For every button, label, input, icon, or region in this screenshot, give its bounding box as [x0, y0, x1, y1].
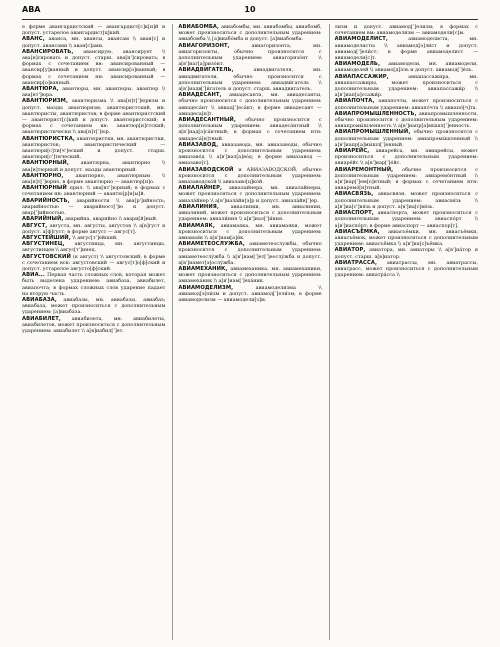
dictionary-entry [335, 167, 478, 192]
entry-body: обычно произносится с дополнительным ударением: авиадеса́нтный \\ а[в']иад[э]са́нтный; в формах с сочетанием нтн: авиадеса́[н]тный. [178, 117, 322, 142]
entry-body: авантюризма \\ ава[н]т[ʼ]юризм и допуст. мазды авантюризм; авантюристский, мн. авантюристы, авантюристов; в форме авантюристский — авантюрист[с]кий и допуст. авантюристский; в формах с сочетанием вн: авантюр[и]стский; авантюристически \\ ава[н]т[ʼ]юр. [22, 98, 166, 136]
entry-body: авиасъёмки, мн. авиасъёмки, авиасъёмок, может произноситься с дополнительным ударением: авиасъё́мка \\ а[в']иа[с]ъё́мка. [334, 228, 478, 248]
entry-body: обычно произносится с дополнительным ударением: авиапромы́шленный \\ а[в']иапр[а]мы́шл[ʼ]енный. [334, 129, 478, 148]
entry-headword: АВИАМЕХАНИК, [178, 265, 228, 272]
entry-headword: АВИАПАССАЖИР, [334, 73, 389, 80]
entry-headword: АВАНТЮРНЫЙ, [22, 160, 69, 167]
entry-headword: АВИАТРАССА, [334, 259, 378, 266]
dictionary-entry [335, 36, 478, 61]
dictionary-entry [178, 142, 321, 167]
page-number: 10 [244, 5, 256, 14]
entry-headword: АВИАРЕМОНТНЫЙ, [334, 166, 394, 173]
dictionary-entry [22, 272, 165, 297]
dictionary-entry [22, 160, 165, 172]
entry-body: авиагоризонта, мн. авиагоризонты, обычно произносится с дополнительным ударением: авиагоризо́нт \\ а[в']иаг[а]ризо́нт. [178, 42, 322, 68]
entry-headword: АВАНТЮРА, [22, 86, 59, 93]
dictionary-entry [178, 24, 321, 43]
entry-body: авиапассажира, мн. авиапассажиры, может произноситься с дополнительным ударением: авиапассажи́р \\ а[в']иап[а]ссажи́р. [334, 73, 478, 99]
entry-headword: АВИАДЕСАНТНЫЙ, [178, 117, 236, 124]
entry-body: аварийна, аварийно \\ авари[й]ный. [65, 216, 158, 223]
dictionary-entry [22, 198, 165, 217]
entry-headword: АВИАРЕЙС, [334, 148, 370, 155]
entry-headword: АВИАЛИНИЯ, [178, 203, 219, 210]
dictionary-entry [335, 129, 478, 148]
entry-body: авиатрассы, мн. авиатрассы, авиатрасс, может произноситься с дополнительным ударением: авиатра́сса \\ [334, 259, 478, 279]
entry-headword: АВИАБОМБА, [178, 24, 220, 30]
entry-headword: АВАНТЮРИЗМ, [22, 98, 69, 105]
dictionary-entry [335, 229, 478, 248]
entry-headword: АВИАМОДЕЛИСТ, [334, 36, 388, 43]
dictionary-entry [335, 191, 478, 210]
dictionary-entry [335, 24, 478, 36]
entry-headword: АВГУСТИНЕЦ, [22, 241, 65, 248]
entry-headword: АВИАСЪЁМКА, [334, 228, 380, 235]
entry-headword: АВИАБАЗА, [22, 296, 57, 303]
entry-body: авиабилета, мн. авиабилеты, авиабилетов, может произноситься с дополнительным ударением: авиабилет \\ а[в]иабил[ʼ]ет. [22, 315, 166, 334]
entry-headword: АВИАБИЛЕТ, [22, 315, 61, 322]
entry-headword: АВИАМОДЕЛИЗМ, [178, 284, 234, 291]
entry-headword: АВИАСПОРТ, [334, 210, 374, 217]
dictionary-entry [335, 111, 478, 130]
entry-body: авантюры, мн. авантюры, авантюр \\ ава[нт']юра. [22, 86, 166, 99]
dictionary-entry [178, 185, 321, 204]
entry-body: авиадвигателя, мн. авиадвигатели, обычно произносится с дополнительным ударением: авиадви́гатель \\ а[в']иадв[ʼ]и́гатель и допуст. старш. авиадвигатель. [178, 67, 322, 93]
dictionary-entry [178, 167, 321, 186]
column-3 [329, 24, 478, 640]
entry-headword: АВИАМОДЕЛЬ, [334, 61, 381, 68]
dictionary-entry [335, 98, 478, 110]
entry-headword: АВИАПОЧТА, [334, 98, 375, 105]
dictionary-entry [22, 185, 165, 197]
header-rule [22, 19, 478, 20]
entry-body: августинца, мн. августинцы, августинцев \\ авгус[т']инец. [22, 241, 166, 254]
entry-body: авиатора, мн. авиаторы \\ а[в']иа́тор и допуст. старш. а[в]иатор. [334, 247, 478, 260]
entry-headword: АВАНС, [22, 36, 45, 43]
entry-body: авиаметеослужбы, обычно произносится с дополнительным ударением: авиаметеослу́жба \\ а[в']иам[ʼ]ет[ʼ]еослу́жба и допуст. а[в']иамет[э]ослу́жба. [178, 241, 322, 266]
entry-body: авиабомбы, мн. авиабомбы, авиабомб, может произноситься с дополнительным ударением: авиабомба \\ [а]виабо́мба и допуст. [а]виабомба. [178, 24, 322, 43]
entry-headword: АВИАГОРИЗОНТ, [178, 42, 230, 49]
entry-body: авантюрна, авантюрно \\ ава[н]тюрный и допуст. мазды авантюрный. [22, 160, 166, 173]
dictionary-entry [178, 92, 321, 117]
entry-body: авиапочты, может произноситься с дополнительным ударением: авиапо́чта \\ авиапо́[ч]та. [334, 98, 478, 111]
entry-headword: АВИАДВИГАТЕЛЬ, [178, 67, 234, 74]
dictionary-entry [22, 241, 165, 253]
guide-word: АВА [22, 5, 41, 14]
entry-body: аварийности \\ ава[р']ийность; аварийностью — аварийност[ʼ]ю и допуст. авар[ʼ]ийностью. [22, 197, 166, 217]
entry-body: авиадесанта, мн. авиадесанты, обычно произносится с дополнительным ударением: авиадеса́нт \\ авиад[ʼ]еса́нт; в форме авиадесант — авиадеса[н]т. [178, 92, 322, 117]
entry-headword: АВИАМАЯК, [178, 222, 215, 229]
entry-body: авиамодели, мн. авиамодели, авиамоделей \\ авиамо[д]э́ль и допуст. авиамод[ʼ]е́ль. [334, 61, 478, 74]
entry-headword: АВИАПРОМЫШЛЕННЫЙ, [334, 129, 411, 136]
entry-body: авиарейса, мн. авиарейсы, может произноситься с дополнительным ударением: авиаре́йс \\ а[в']иар[ʼ]е́йс. [334, 148, 478, 167]
column-2 [172, 24, 321, 640]
entry-body: авиазавода, мн. авиазаводы, обычно произносится с дополнительным ударением: авиазаво́д \\ а[в']иаз[а]во́д; в форме авиазавод — авиазаво[т]. [178, 141, 322, 167]
column-1 [22, 24, 165, 640]
dictionary-entry [335, 61, 478, 73]
entry-headword: АВИАЛАЙНЕР, [178, 185, 223, 192]
entry-headword: АВИАСВЯЗЬ, [334, 191, 374, 198]
dictionary-entry [22, 49, 165, 86]
dictionary-entry [178, 241, 321, 266]
entry-body: авиаспорта, может произноситься с дополнительным ударением: авиаспо́рт \\ а[в']иаспо́рт; в форме авиаспорт — авиаспор[т]. [334, 210, 478, 229]
dictionary-entry [178, 285, 321, 304]
dictionary-entry [335, 260, 478, 279]
entry-headword: АВИАЗАВОДСКОЙ [178, 166, 234, 173]
dictionary-entry [22, 254, 165, 273]
dictionary-entry [22, 223, 165, 235]
dictionary-entry [22, 316, 165, 335]
entry-body: обычно произносится с дополнительным ударением: авиаремо́нтный \\ а[в']иар[ʼ]ем[о]нтный; в формах с сочетанием нтн: авиаремо́[н]тный. [334, 166, 478, 192]
entry-headword: АВАНТЮРНО, [22, 172, 64, 179]
entry-body: авиапромышленности, обычно произносится с дополнительным ударением: авиапромы́шленность \\ а[в']иапр[а]мы́шл[ʼ]енность. [334, 110, 478, 130]
entry-body: августа, мн. августы, августов \\ а[в]густ и допуст. а[ф]густ; в форме август — авгус[т]. [22, 222, 166, 235]
dictionary-entry [335, 74, 478, 99]
entry-headword: АВИАТОР, [334, 247, 366, 254]
entry-body: е форме авангардистский — авангардист[с]к[и]й и допуст. устарелое авангардист[ц]кий. [22, 24, 166, 37]
dictionary-entry [22, 86, 165, 98]
entry-body: \\ авгус[т']ейший. [72, 234, 118, 241]
dictionary-entry [22, 173, 165, 185]
entry-body: авиалайнера, мн. авиалайнеры, может произноситься с дополнительным ударением: авиала́йнер \\ а[в']иала́йн[э]р и допуст. авиала́йн[ʼ]ер. [178, 185, 322, 204]
entry-body: авиамаяка, мн. авиамаяки, может произноситься с дополнительным ударением: авиамая́к \\ а[в']иам[а]я́к. [178, 222, 322, 241]
entry-headword: АВАНСИРОВАТЬ, [22, 48, 74, 55]
entry-headword: АВИАДЕСАНТ, [178, 92, 222, 99]
entry-headword: АВИАЗАВОД, [178, 141, 219, 148]
entry-headword: АВГУСТЕЙШИЙ, [22, 234, 71, 241]
dictionary-entry [178, 266, 321, 285]
entry-headword: АВАНТЮРИСТКА, [22, 135, 75, 142]
entry-body: аванса, мн. авансы, авансам \\ аван[с] и допуст. авансами \\ аван[c]ами. [22, 36, 166, 49]
entry-body: авиамеханика, мн. авиамеханики, может произноситься с дополнительным ударением: авиамеха́ник \\ а[в']иам[ʼ]еха́ник. [178, 265, 322, 285]
entry-body: авиамоделизма \\ авиамод[э]ли́зм и допуст. авиамод[ʼ]ели́зм; в форме авиамоделизм — авиамодели[з]м. [178, 284, 322, 303]
dictionary-entry [178, 117, 321, 142]
entry-headword: АВАРИЙНЫЙ, [22, 216, 64, 223]
dictionary-entry [22, 98, 165, 135]
dictionary-columns [22, 24, 478, 640]
dictionary-entry [335, 148, 478, 167]
dictionary-entry [335, 247, 478, 259]
entry-headword: АВАРИЙНОСТЬ, [22, 197, 70, 204]
dictionary-entry [178, 223, 321, 242]
entry-body: авиалинии, мн. авиалинии, авиалиний, может произноситься с дополнительным ударением: авиали́ния \\ а[в']иал[ʼ]и́ния. [178, 203, 322, 223]
entry-body: лизм и допуст. авиамод[ʼ]елизм; в формах с сочетанием вм: авиамоделизм — авиамодели[с]м. [334, 24, 478, 37]
entry-body: и АВИАЗАВОДСКОЙ, обычно произносится с дополнительным ударением: авиазаводско́й \\ авиазаво[ц]ко́й. [178, 166, 322, 186]
entry-body: авантюристки, мн. авантюристки, авантюристок; авантюристический — авантюри[с]ти[ч']еский и допуст. старш. авантюри[с']тический. [22, 135, 166, 161]
entry-headword: АВГУСТОВСКИЙ [22, 253, 71, 260]
dictionary-entry [22, 36, 165, 48]
page-header [22, 5, 478, 19]
entry-body: (к август) \\ августовский; в форме с сочетанием вск: августовский — авгус[т]о[ф]ский и допуст. устарелое августо[ф]ский. [22, 253, 166, 272]
entry-headword: АВИА... [22, 272, 45, 279]
dictionary-entry [178, 43, 321, 68]
entry-headword: АВГУСТ, [22, 222, 48, 229]
entry-headword: АВИАМЕТЕОСЛУЖБА, [178, 241, 245, 248]
dictionary-entry [335, 210, 478, 229]
entry-body: авиамоделиста, мн. авиамоделисты \\ авиамод[э]ли́ст и допуст. авиамод[ʼ]ели́ст; в форме авиамоделист — авиамодели[с]т. [334, 36, 478, 62]
entry-body: авиасвязи, может произноситься с дополнительным ударением: авиасвя́зь \\ а[в']иа[с']вя́зь и допуст. а[в']иа[с]вя́зь. [334, 191, 478, 210]
entry-body: авиабазы, мн. авиабазы, авиабаз; авиабаза, может произноситься с дополнительным ударением: [а]виаба́за. [22, 296, 166, 316]
dictionary-entry [22, 136, 165, 161]
entry-headword: АВИАПРОМЫШЛЕННОСТЬ, [334, 110, 417, 117]
dictionary-entry [22, 24, 165, 36]
entry-body: авантюрно, авантюрным \\ ава[н]т[ʼ]юрно, в форме авантюрно — авантюр[н]о. [22, 172, 166, 186]
entry-headword: АВАНТЮРНЫЙ [22, 185, 67, 192]
dictionary-entry [178, 204, 321, 223]
dictionary-entry [178, 67, 321, 92]
entry-body: Первая часть сложных слов, которая может быть выделена ударением: авиабаза, авиабилет, авиапочта; в формах сложных слов ударение падает на вторую часть. [22, 272, 166, 297]
entry-body: прил. \\ ава[нт']юрный; в формах с сочетанием нн: авантюрннй — авантю[р]н[ы]й. [22, 185, 166, 198]
dictionary-entry [22, 297, 165, 316]
entry-body: авансирую, авансирует \\ ава[н]сировать и допуст. старш. ава[н']сировать; в формах с сочетанием вн: авансированный — авансир[у]ванный и допуст. авансир[о]ванный; в формах с сочетанием нн: авансированный — авансир[о]ванный. [22, 48, 166, 86]
